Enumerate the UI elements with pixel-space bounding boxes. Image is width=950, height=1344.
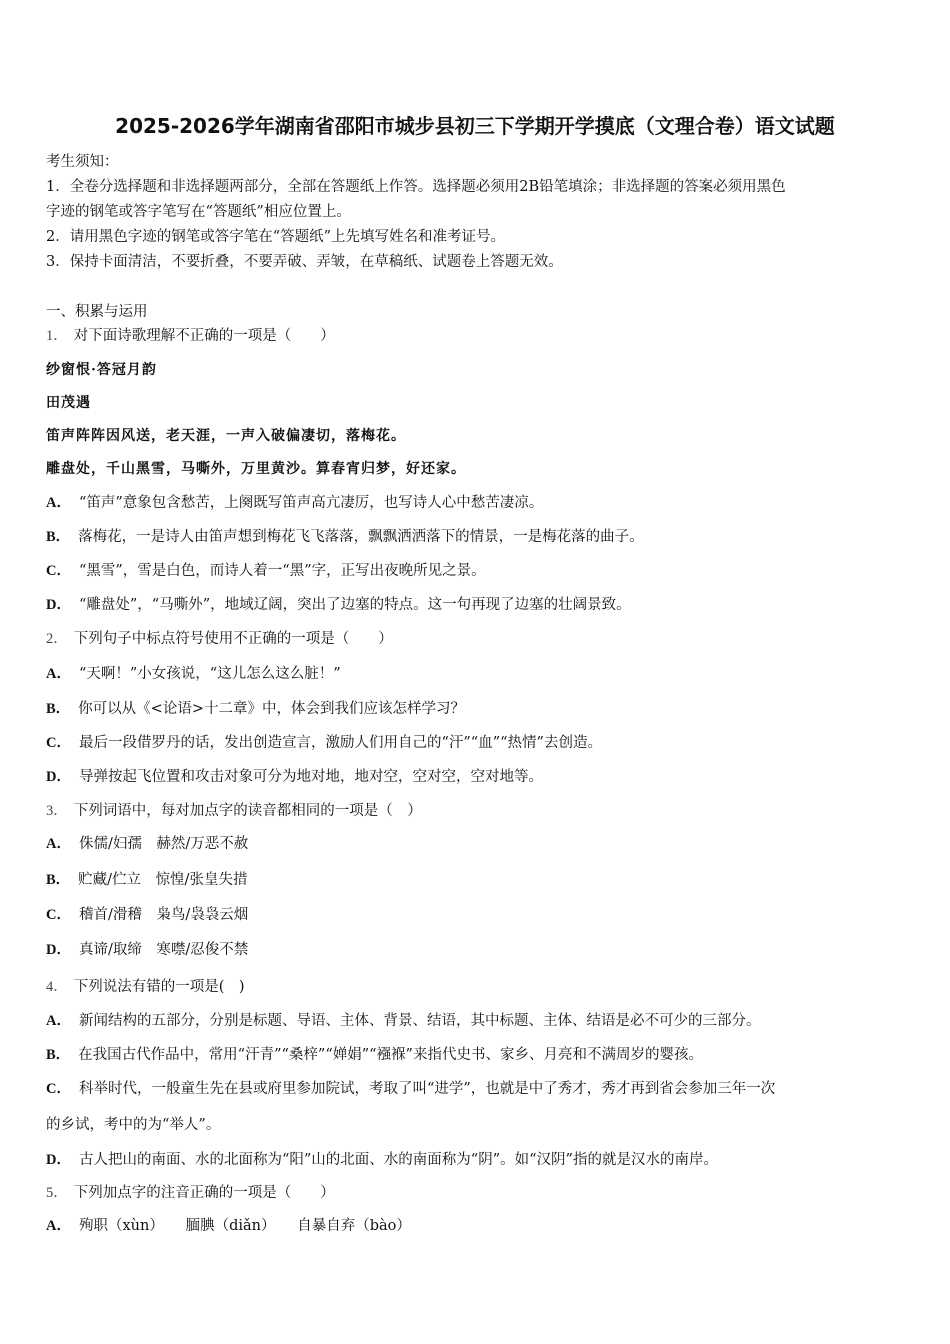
page-title: 2025-2026学年湖南省邵阳市城步县初三下学期开学摸底（文理合卷）语文试题: [115, 114, 835, 138]
q4-option-d: [46, 1150, 906, 1170]
notice-item-1-cont: 字迹的钢笔或答字笔写在“答题纸”相应位置上。: [46, 204, 351, 220]
option-letter: B．: [46, 1047, 71, 1063]
option-letter: D．: [46, 942, 71, 958]
option-letter: C．: [46, 735, 71, 751]
option-letter: A．: [46, 1218, 71, 1234]
option-text: 真谛/取缔 寒噤/忍俊不禁: [78, 942, 249, 958]
option-text: 导弹按起飞位置和攻击对象可分为地对地，地对空，空对空，空对地等。: [78, 769, 543, 785]
notice-item-3: 3．保持卡面清洁，不要折叠，不要弄破、弄皱，在草稿纸、试题卷上答题无效。: [46, 254, 563, 270]
option-text: “天啊！”小女孩说，“这儿怎么这么脏！”: [78, 666, 341, 682]
q5-option-a: [46, 1216, 906, 1236]
question-number: 2．: [46, 631, 68, 647]
question-stem: 下列加点字的注音正确的一项是（ ）: [73, 1185, 335, 1201]
option-letter: B．: [46, 701, 71, 717]
option-letter: C．: [46, 1081, 71, 1097]
option-text: 新闻结构的五部分，分别是标题、导语、主体、背景、结语，其中标题、主体、结语是必不可少的三部分。: [78, 1013, 761, 1029]
q3-option-a: [46, 834, 906, 854]
question-2: [46, 629, 906, 649]
option-text: 你可以从《<论语>十二章》中，体会到我们应该怎样学习？: [78, 701, 465, 717]
question-number: 5．: [46, 1185, 68, 1201]
q4-option-c-cont: 的乡试，考中的为“举人”。: [46, 1117, 221, 1133]
q3-option-d: [46, 940, 906, 960]
option-text: “雕盘处”，“马嘶外”，地域辽阔，突出了边塞的特点。这一句再现了边塞的壮阔景致。: [78, 597, 631, 613]
option-letter: D．: [46, 769, 71, 785]
section-heading: 一、积累与运用: [46, 304, 148, 320]
question-stem: 下列句子中标点符号使用不正确的一项是（ ）: [73, 631, 393, 647]
notice-item-1: 1．全卷分选择题和非选择题两部分，全部在答题纸上作答。选择题必须用2B铅笔填涂；非选择题的答案必须用黑色: [46, 179, 786, 195]
q2-option-d: [46, 767, 906, 787]
option-text: “笛声”意象包含愁苦，上阕既写笛声高亢凄厉，也写诗人心中愁苦凄凉。: [78, 495, 544, 511]
option-text: 科举时代，一般童生先在县或府里参加院试，考取了叫“进学”，也就是中了秀才，秀才再到省会参加三年一次: [78, 1081, 776, 1097]
question-3: [46, 801, 906, 821]
q1-option-c: [46, 561, 906, 581]
notice-heading: 考生须知：: [46, 154, 119, 170]
option-text: “黑雪”，雪是白色，而诗人着一“黑”字，正写出夜晚所见之景。: [78, 563, 486, 579]
option-letter: A．: [46, 1013, 71, 1029]
q2-option-b: [46, 699, 906, 719]
q1-option-b: [46, 527, 906, 547]
question-number: 3．: [46, 803, 68, 819]
option-text: 贮藏/伫立 惊惶/张皇失措: [78, 872, 248, 888]
option-text: 殉职（xùn） 腼腆（diǎn） 自暴自弃（bào）: [78, 1218, 411, 1234]
q4-option-b: [46, 1045, 906, 1065]
poem-line-2: 雕盘处，千山黑雪，马嘶外，万里黄沙。算春宵归梦，好还家。: [46, 461, 466, 477]
q1-option-d: [46, 595, 906, 615]
question-number: 1．: [46, 328, 68, 344]
q1-option-a: [46, 493, 906, 513]
option-letter: A．: [46, 666, 71, 682]
option-letter: A．: [46, 836, 71, 852]
option-letter: C．: [46, 907, 71, 923]
option-letter: C．: [46, 563, 71, 579]
poem-title: 纱窗恨·答冠月韵: [46, 362, 157, 378]
question-stem: 下列词语中，每对加点字的读音都相同的一项是（ ）: [73, 803, 422, 819]
option-text: 最后一段借罗丹的话，发出创造宣言，激励人们用自己的“汗”“血”“热情”去创造。: [78, 735, 602, 751]
option-text: 稽首/滑稽 枭鸟/袅袅云烟: [78, 907, 249, 923]
question-4: [46, 977, 906, 997]
q4-option-c: [46, 1079, 906, 1099]
q2-option-a: [46, 664, 906, 684]
notice-item-2: 2．请用黑色字迹的钢笔或答字笔在“答题纸”上先填写姓名和准考证号。: [46, 229, 506, 245]
q3-option-c: [46, 905, 906, 925]
option-letter: A．: [46, 495, 71, 511]
q3-option-b: [46, 870, 906, 890]
option-letter: D．: [46, 1152, 71, 1168]
question-1: [46, 326, 906, 346]
poem-author: 田茂遇: [46, 395, 91, 411]
option-text: 在我国古代作品中，常用“汗青”“桑梓”“婵娟”“襁褓”来指代史书、家乡、月亮和不满周岁的婴孩。: [78, 1047, 703, 1063]
option-letter: D．: [46, 597, 71, 613]
poem-line-1: 笛声阵阵因风送，老天涯，一声入破偏凄切，落梅花。: [46, 428, 406, 444]
option-text: 侏儒/妇孺 赫然/万恶不赦: [78, 836, 249, 852]
q2-option-c: [46, 733, 906, 753]
question-number: 4．: [46, 979, 68, 995]
option-letter: B．: [46, 529, 71, 545]
question-stem: 对下面诗歌理解不正确的一项是（ ）: [73, 328, 335, 344]
question-stem: 下列说法有错的一项是( ): [73, 979, 245, 995]
option-text: 古人把山的南面、水的北面称为“阳”山的北面、水的南面称为“阴”。如“汉阴”指的就是汉水的南岸。: [78, 1152, 718, 1168]
option-text: 落梅花，一是诗人由笛声想到梅花飞飞落落，飘飘洒洒落下的情景，一是梅花落的曲子。: [78, 529, 644, 545]
option-letter: B．: [46, 872, 71, 888]
question-5: [46, 1183, 906, 1203]
q4-option-a: [46, 1011, 906, 1031]
